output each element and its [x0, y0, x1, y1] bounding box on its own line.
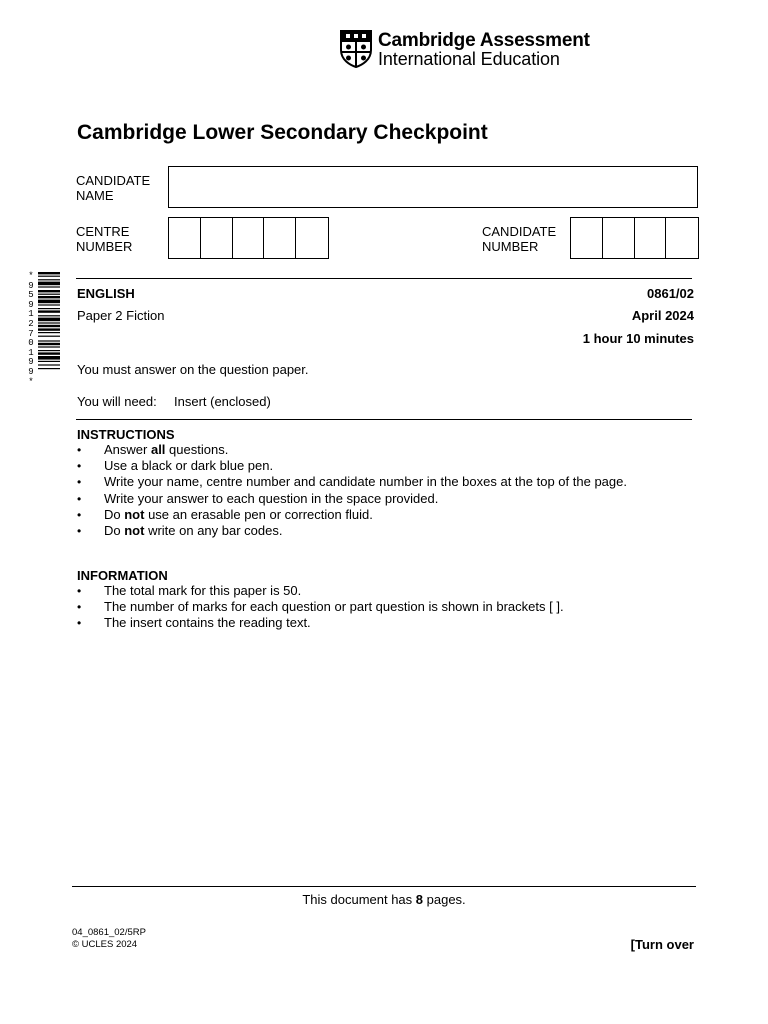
document-reference: 04_0861_02/5RP	[72, 927, 146, 938]
turn-over: [Turn over	[630, 937, 694, 952]
barcode-digits: *9591270199*	[28, 271, 34, 387]
instructions-list	[76, 442, 627, 539]
centre-number-boxes[interactable]	[168, 217, 329, 259]
candidate-number-boxes[interactable]	[570, 217, 699, 259]
information-item: • The number of marks for each question or part question is shown in brackets [ ].	[76, 599, 564, 615]
crest-shield-icon	[340, 30, 372, 68]
page-title: Cambridge Lower Secondary Checkpoint	[77, 121, 488, 144]
barcode	[26, 272, 62, 408]
candidate-number-cell[interactable]	[603, 218, 635, 258]
centre-number-cell[interactable]	[201, 218, 233, 258]
instructions-heading: INSTRUCTIONS	[77, 427, 175, 442]
paper-title: Paper 2 Fiction	[77, 308, 165, 323]
instruction-item: • Do not use an erasable pen or correction fluid.	[76, 507, 627, 523]
exam-session: April 2024	[631, 308, 694, 323]
divider	[76, 278, 692, 279]
centre-number-cell[interactable]	[169, 218, 201, 258]
subject: ENGLISH	[77, 286, 135, 301]
centre-number-label: CENTRE NUMBER	[76, 224, 133, 254]
instruction-item: • Answer all questions.	[76, 442, 627, 458]
cambridge-logo	[340, 30, 600, 70]
information-heading: INFORMATION	[77, 568, 168, 583]
logo-line-1: Cambridge Assessment	[378, 30, 590, 51]
exam-duration: 1 hour 10 minutes	[582, 331, 694, 346]
copyright: © UCLES 2024	[72, 939, 138, 950]
candidate-number-cell[interactable]	[635, 218, 667, 258]
you-will-need-label: You will need:	[77, 394, 157, 409]
centre-number-cell[interactable]	[264, 218, 296, 258]
instruction-item: • Use a black or dark blue pen.	[76, 458, 627, 474]
information-list	[76, 583, 564, 632]
centre-number-cell[interactable]	[296, 218, 328, 258]
instruction-item: • Do not write on any bar codes.	[76, 523, 627, 539]
syllabus-code: 0861/02	[647, 286, 694, 301]
candidate-number-label: CANDIDATE NUMBER	[482, 224, 557, 254]
answer-note: You must answer on the question paper.	[77, 362, 309, 377]
footer-divider	[72, 886, 696, 887]
divider	[76, 419, 692, 420]
candidate-number-cell[interactable]	[571, 218, 603, 258]
candidate-name-box[interactable]	[168, 166, 698, 208]
information-item: • The total mark for this paper is 50.	[76, 583, 564, 599]
instruction-item: • Write your answer to each question in the space provided.	[76, 491, 627, 507]
you-will-need-value: Insert (enclosed)	[174, 394, 271, 409]
candidate-name-label: CANDIDATE NAME	[76, 173, 151, 203]
candidate-number-cell[interactable]	[666, 218, 698, 258]
page-count-note: This document has 8 pages.	[302, 892, 466, 907]
logo-line-2: International Education	[378, 49, 560, 69]
barcode-bars	[38, 272, 62, 408]
instruction-item: • Write your name, centre number and candidate number in the boxes at the top of the page.	[76, 474, 627, 490]
information-item: • The insert contains the reading text.	[76, 615, 564, 631]
centre-number-cell[interactable]	[233, 218, 265, 258]
